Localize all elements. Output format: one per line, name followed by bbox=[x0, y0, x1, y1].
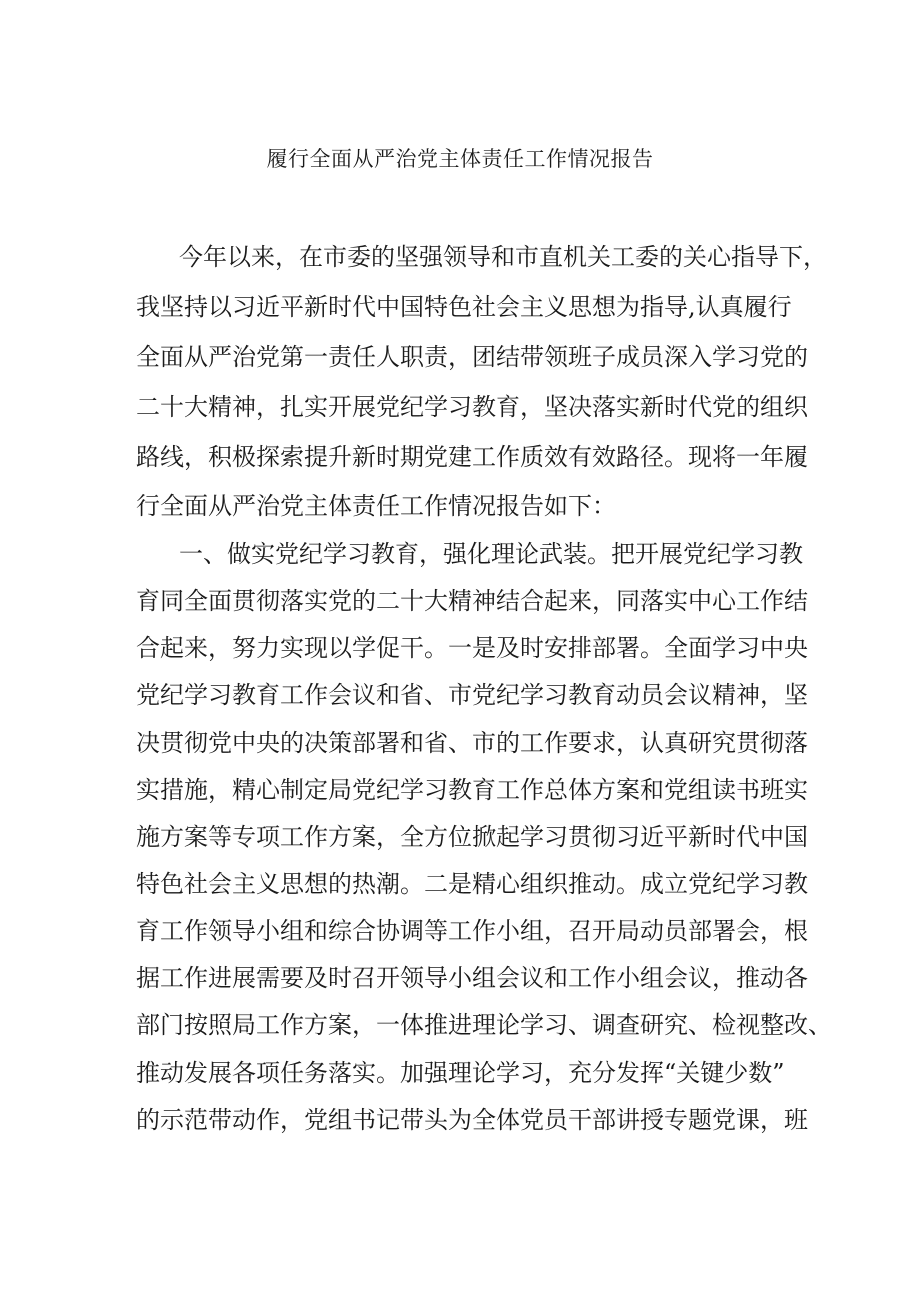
body-line: 据工作进展需要及时召开领导小组会议和工作小组会议，推动各 bbox=[136, 964, 808, 992]
body-line: 党纪学习教育工作会议和省、市党纪学习教育动员会议精神，坚 bbox=[136, 681, 808, 709]
body-line: 育工作领导小组和综合协调等工作小组，召开局动员部署会，根 bbox=[136, 917, 808, 945]
body-line: 全面从严治党第一责任人职责，团结带领班子成员深入学习党的 bbox=[136, 343, 808, 371]
body-line: 我坚持以习近平新时代中国特色社会主义思想为指导,认真履行 bbox=[136, 293, 792, 321]
body-line: 推动发展各项任务落实。加强理论学习，充分发挥“关键少数” bbox=[136, 1059, 785, 1087]
body-line: 二十大精神，扎实开展党纪学习教育，坚决落实新时代党的组织 bbox=[136, 393, 808, 421]
body-line: 施方案等专项工作方案，全方位掀起学习贯彻习近平新时代中国 bbox=[136, 823, 808, 851]
document-title: 履行全面从严治党主体责任工作情况报告 bbox=[266, 147, 654, 171]
body-line: 决贯彻党中央的决策部署和省、市的工作要求，认真研究贯彻落 bbox=[136, 729, 808, 757]
body-line: 部门按照局工作方案，一体推进理论学习、调查研究、检视整改、 bbox=[136, 1011, 832, 1039]
body-line: 行全面从严治党主体责任工作情况报告如下： bbox=[136, 492, 616, 520]
body-line: 特色社会主义思想的热潮。二是精心组织推动。成立党纪学习教 bbox=[136, 870, 808, 898]
body-line: 合起来，努力实现以学促干。一是及时安排部署。全面学习中央 bbox=[136, 634, 808, 662]
body-line: 的示范带动作，党组书记带头为全体党员干部讲授专题党课，班 bbox=[136, 1106, 808, 1134]
body-line: 一、做实党纪学习教育，强化理论武装。把开展党纪学习教 bbox=[179, 540, 803, 568]
body-line: 今年以来，在市委的坚强领导和市直机关工委的关心指导下， bbox=[179, 243, 827, 271]
body-line: 实措施，精心制定局党纪学习教育工作总体方案和党组读书班实 bbox=[136, 776, 808, 804]
body-line: 育同全面贯彻落实党的二十大精神结合起来，同落实中心工作结 bbox=[136, 587, 808, 615]
body-line: 路线，积极探索提升新时期党建工作质效有效路径。现将一年履 bbox=[136, 443, 808, 471]
